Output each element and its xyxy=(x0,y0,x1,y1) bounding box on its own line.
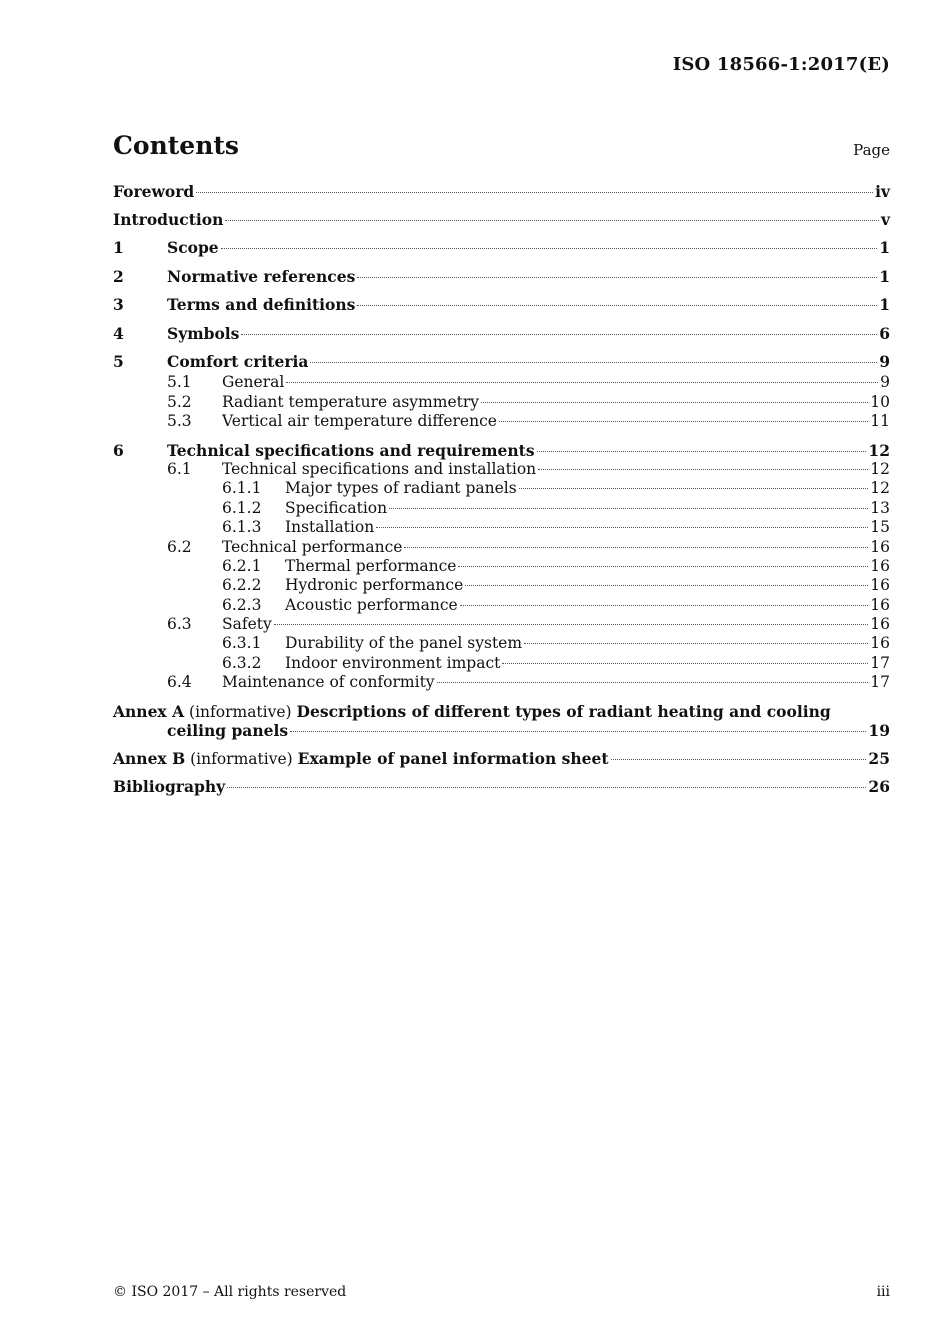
contents-heading: Contents xyxy=(113,131,240,160)
toc-entry-title: Maintenance of conformity xyxy=(222,673,435,692)
toc-entry-number: 5.2 xyxy=(167,392,192,411)
toc-entry-number: 5.3 xyxy=(167,412,192,431)
toc-entry-number: 6.1.1 xyxy=(222,479,262,498)
toc-entry-page: 12 xyxy=(870,479,890,498)
toc-entry-title: Symbols xyxy=(167,323,240,343)
toc-entry-number: 2 xyxy=(113,266,124,286)
dot-leader xyxy=(357,277,877,278)
toc-entry-major-types-of-radiant-panels[interactable] xyxy=(113,479,890,498)
toc-entry-page: 12 xyxy=(868,440,890,460)
dot-leader xyxy=(221,248,878,249)
toc-entry-specification[interactable] xyxy=(113,499,890,518)
toc-entry-title: Safety xyxy=(222,615,272,634)
dot-leader xyxy=(290,731,866,732)
dot-leader xyxy=(310,362,877,363)
toc-entry-title: Foreword xyxy=(113,182,195,201)
toc-entry-general[interactable] xyxy=(113,373,890,392)
dot-leader xyxy=(389,508,868,509)
toc-entry-title: Radiant temperature asymmetry xyxy=(222,392,480,411)
toc-entry-title: Terms and definitions xyxy=(167,295,356,315)
toc-entry-page: 10 xyxy=(870,392,890,411)
toc-entry-title: Technical performance xyxy=(222,537,403,556)
toc-entry-page: 9 xyxy=(880,373,890,392)
page-column-label: Page xyxy=(853,141,890,159)
toc-entry-title: Hydronic performance xyxy=(285,576,464,595)
toc-entry-indoor-environment-impact[interactable] xyxy=(113,654,890,673)
toc-entry-vertical-air-temperature-difference[interactable] xyxy=(113,412,890,431)
toc-entry-technical-performance[interactable] xyxy=(113,538,890,557)
toc-entry-scope[interactable] xyxy=(113,238,890,267)
toc-entry-title: Technical specifications and requirements xyxy=(167,440,535,460)
toc-entry-title: Thermal performance xyxy=(285,556,457,575)
toc-entry-number: 4 xyxy=(113,323,124,343)
annex-a-line-2 xyxy=(113,721,890,749)
toc-entry-number: 3 xyxy=(113,295,124,315)
toc-entry-page: 9 xyxy=(879,352,890,372)
annex-a-label: Annex A xyxy=(113,701,185,721)
dot-leader xyxy=(481,402,868,403)
toc-entry-radiant-temperature-asymmetry[interactable] xyxy=(113,393,890,412)
dot-leader xyxy=(376,527,868,528)
dot-leader xyxy=(357,305,877,306)
dot-leader xyxy=(437,682,869,683)
dot-leader xyxy=(502,663,868,664)
dot-leader xyxy=(225,220,879,221)
toc-entry-title: Installation xyxy=(285,518,375,537)
dot-leader xyxy=(274,624,869,625)
dot-leader xyxy=(611,759,867,760)
toc-entry-page: 16 xyxy=(870,634,890,653)
toc-entry-title: Bibliography xyxy=(113,776,226,796)
toc-entry-page: 1 xyxy=(879,295,890,315)
toc-entry-annex-b[interactable] xyxy=(113,749,890,777)
toc-entry-terms-and-definitions[interactable] xyxy=(113,295,890,324)
toc-entry-introduction[interactable] xyxy=(113,210,890,238)
toc-entry-page: 26 xyxy=(868,776,890,796)
table-of-contents xyxy=(113,182,890,805)
toc-entry-page: 1 xyxy=(879,238,890,257)
toc-entry-page: 6 xyxy=(879,323,890,343)
toc-entry-title: Vertical air temperature difference xyxy=(222,412,497,431)
toc-entry-number: 6.2 xyxy=(167,537,192,556)
dot-leader xyxy=(465,585,868,586)
toc-entry-title: Indoor environment impact xyxy=(285,653,501,672)
toc-entry-title: Comfort criteria xyxy=(167,352,309,372)
toc-entry-title: Durability of the panel system xyxy=(285,634,523,653)
dot-leader xyxy=(227,787,866,788)
toc-entry-page: iv xyxy=(875,182,890,201)
toc-entry-technical-specifications-and-requirements[interactable] xyxy=(113,441,890,460)
toc-entry-comfort-criteria[interactable] xyxy=(113,352,890,373)
toc-entry-number: 6 xyxy=(113,440,124,460)
toc-entry-title: Normative references xyxy=(167,266,356,286)
toc-entry-maintenance-of-conformity[interactable] xyxy=(113,673,890,692)
toc-entry-number: 5.1 xyxy=(167,373,192,392)
toc-entry-title: Introduction xyxy=(113,210,224,229)
toc-entry-page: 16 xyxy=(870,595,890,614)
toc-entry-installation[interactable] xyxy=(113,518,890,537)
toc-entry-number: 6.3.2 xyxy=(222,653,262,672)
toc-entry-number: 6.3 xyxy=(167,615,192,634)
toc-entry-title: Major types of radiant panels xyxy=(285,479,517,498)
toc-entry-number: 6.2.3 xyxy=(222,595,262,614)
toc-entry-number: 6.2.1 xyxy=(222,556,262,575)
toc-entry-page: 13 xyxy=(870,498,890,517)
toc-entry-page: 17 xyxy=(870,653,890,672)
toc-entry-number: 6.2.2 xyxy=(222,576,262,595)
annex-b-label: Annex B xyxy=(113,748,186,768)
dot-leader xyxy=(538,469,868,470)
copyright-notice: © ISO 2017 – All rights reserved xyxy=(113,1284,347,1300)
toc-entry-page: 15 xyxy=(870,518,890,537)
annex-a-kind: (informative) xyxy=(189,702,292,721)
toc-entry-page: 17 xyxy=(870,673,890,692)
toc-entry-annex-a[interactable] xyxy=(113,702,890,749)
dot-leader xyxy=(286,382,878,383)
toc-entry-safety[interactable] xyxy=(113,615,890,634)
toc-entry-number: 6.1 xyxy=(167,459,192,478)
toc-entry-page: 1 xyxy=(879,266,890,286)
toc-entry-acoustic-performance[interactable] xyxy=(113,596,890,615)
toc-entry-page: 19 xyxy=(868,720,890,740)
toc-entry-page: 16 xyxy=(870,556,890,575)
page-number: iii xyxy=(876,1284,890,1300)
annex-b-title: Example of panel information sheet xyxy=(297,748,609,768)
dot-leader xyxy=(499,421,868,422)
toc-entry-normative-references[interactable] xyxy=(113,267,890,296)
toc-entry-title: General xyxy=(222,373,285,392)
dot-leader xyxy=(458,566,868,567)
toc-entry-page: 16 xyxy=(870,615,890,634)
toc-entry-symbols[interactable] xyxy=(113,324,890,353)
dot-leader xyxy=(404,547,868,548)
document-id: ISO 18566-1:2017(E) xyxy=(672,54,890,75)
toc-entry-number: 1 xyxy=(113,238,124,257)
toc-entry-number: 5 xyxy=(113,352,124,372)
dot-leader xyxy=(537,451,867,452)
toc-entry-foreword[interactable] xyxy=(113,182,890,210)
toc-entry-number: 6.1.2 xyxy=(222,498,262,517)
annex-a-title-line-1: Descriptions of different types of radiant heating and cooling xyxy=(296,701,831,721)
dot-leader xyxy=(524,643,868,644)
dot-leader xyxy=(196,192,873,193)
dot-leader xyxy=(460,605,869,606)
dot-leader xyxy=(519,488,869,489)
toc-entry-title: Acoustic performance xyxy=(285,595,458,614)
toc-entry-hydronic-performance[interactable] xyxy=(113,576,890,595)
toc-entry-number: 6.4 xyxy=(167,673,192,692)
toc-entry-title: Scope xyxy=(167,238,219,257)
toc-entry-title: Technical specifications and installation xyxy=(222,459,537,478)
annex-a-title-line-2: ceiling panels xyxy=(167,720,289,740)
toc-entry-page: 16 xyxy=(870,537,890,556)
toc-entry-thermal-performance[interactable] xyxy=(113,557,890,576)
toc-entry-page: 12 xyxy=(870,459,890,478)
toc-entry-title: Specification xyxy=(285,498,388,517)
toc-entry-number: 6.1.3 xyxy=(222,518,262,537)
annex-b-heading xyxy=(113,749,609,768)
toc-entry-page: 11 xyxy=(870,412,890,431)
toc-entry-bibliography[interactable] xyxy=(113,777,890,805)
toc-entry-technical-specifications-and-installation[interactable] xyxy=(113,460,890,479)
dot-leader xyxy=(241,334,877,335)
toc-entry-page: 16 xyxy=(870,576,890,595)
annex-b-kind: (informative) xyxy=(190,749,293,768)
toc-entry-durability-of-the-panel-system[interactable] xyxy=(113,634,890,653)
annex-a-line-1 xyxy=(113,702,890,721)
toc-entry-page: v xyxy=(880,210,890,229)
toc-entry-number: 6.3.1 xyxy=(222,634,262,653)
toc-entry-page: 25 xyxy=(868,748,890,768)
